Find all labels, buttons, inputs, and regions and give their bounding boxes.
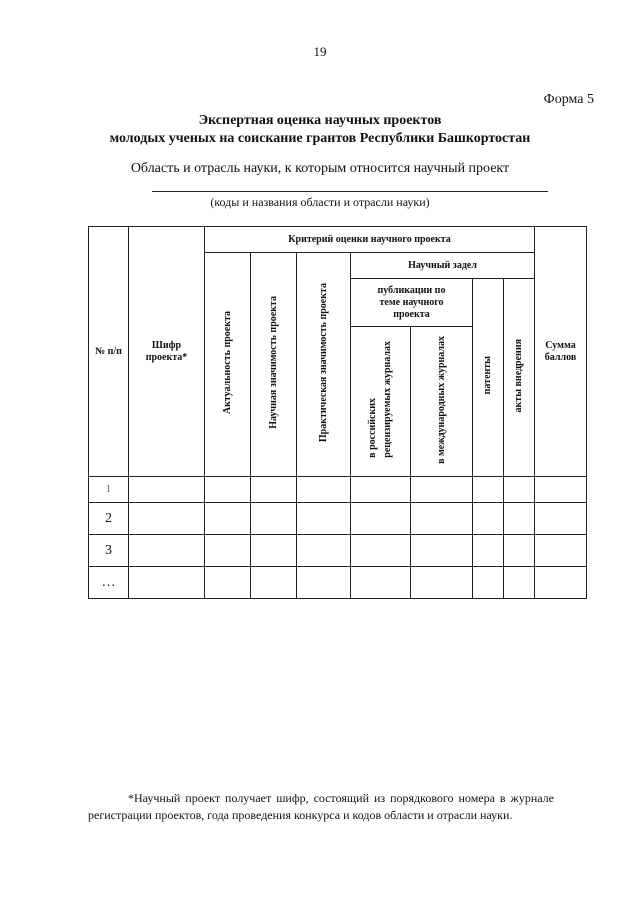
science-field-hint: (коды и названия области и отрасли науки) — [210, 195, 430, 209]
row-number: … — [89, 567, 129, 599]
pub-international-header: в международных журналах — [411, 327, 473, 477]
science-field-prompt: Область и отрасль науки, к которым относится научный проект — [130, 161, 510, 176]
groundwork-header: Научный задел — [351, 253, 535, 279]
col-number-header: № п/п — [89, 227, 129, 477]
table-row — [89, 567, 587, 599]
footnote: *Научный проект получает шифр, состоящий из порядкового номера в журнале регистрации проектов, года проведения конкурса и кодов области и отрасли науки. — [88, 791, 554, 822]
page-number: 19 — [313, 44, 327, 59]
col-code-header: Шифр проекта* — [129, 227, 205, 477]
table-row — [89, 535, 587, 567]
publications-header: публикации по теме научного проекта — [351, 279, 473, 327]
table-row — [89, 477, 587, 503]
document-title — [0, 112, 640, 148]
crit-practical-header: Практическая значимость проекта — [297, 253, 351, 477]
table-row — [89, 503, 587, 535]
row-number: 2 — [89, 503, 129, 535]
crit-relevance-header: Актуальность проекта — [205, 253, 251, 477]
pub-russian-line-1: в российских — [367, 398, 379, 458]
patents-header: патенты — [473, 279, 504, 477]
title-line-2: молодых ученых на соискание грантов Республики Башкортостан — [109, 131, 531, 146]
title-line-1: Экспертная оценка научных проектов — [198, 113, 442, 128]
criteria-header: Критерий оценки научного проекта — [205, 227, 535, 253]
evaluation-table — [88, 226, 587, 599]
crit-scientific-header: Научная значимость проекта — [251, 253, 297, 477]
col-sum-header: Сумма баллов — [535, 227, 587, 477]
pub-russian-header — [351, 327, 411, 477]
form-label: Форма 5 — [543, 92, 594, 107]
row-number: 1 — [89, 477, 129, 503]
row-number: 3 — [89, 535, 129, 567]
science-field-blank-line — [152, 191, 548, 192]
pub-russian-line-2: рецензируемых журналах — [381, 341, 393, 458]
implementation-acts-header: акты внедрения — [504, 279, 535, 477]
